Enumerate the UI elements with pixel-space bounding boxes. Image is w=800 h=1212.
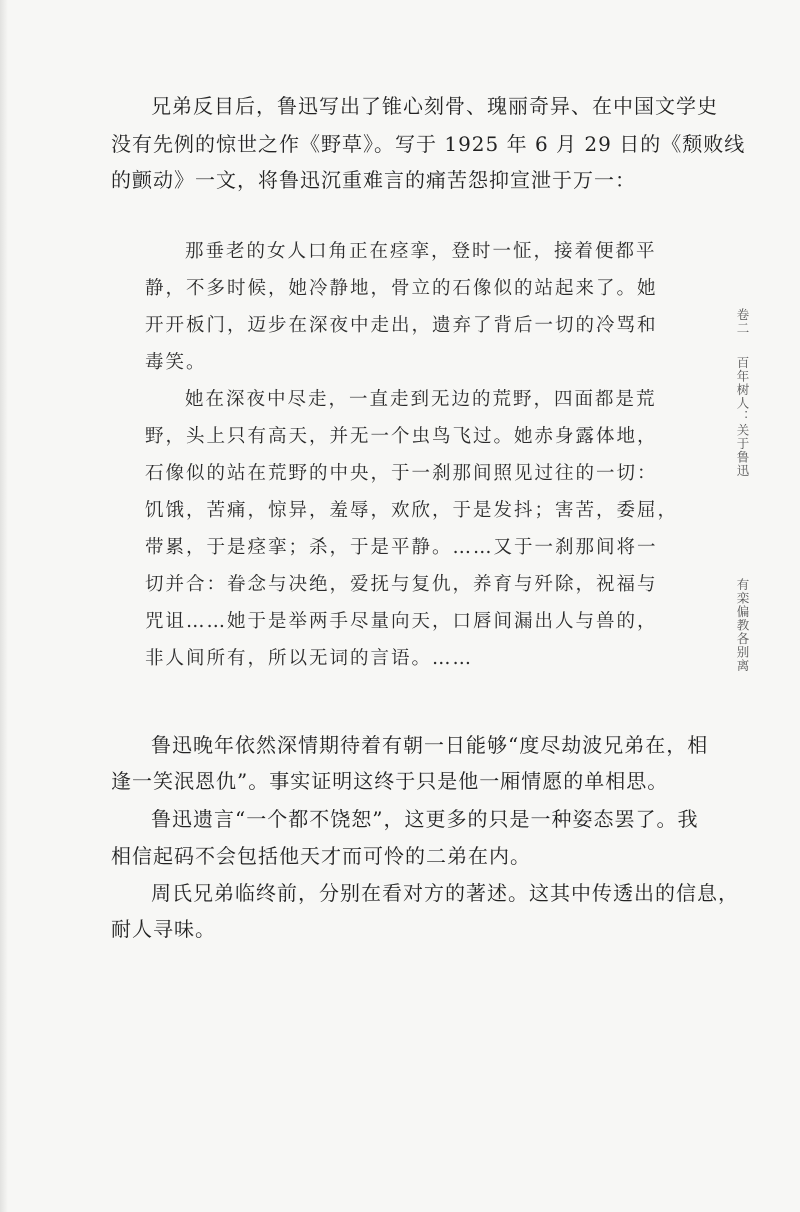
para2-line-1: 鲁迅晚年依然深情期待着有朝一日能够“度尽劫波兄弟在，相 — [151, 733, 709, 757]
running-head-volume: 卷二 — [735, 308, 750, 335]
quote-line-3: 开开板门，迈步在深夜中走出，遗弃了背后一切的冷骂和 — [145, 315, 658, 336]
para1-line-3: 的颤动》一文，将鲁迅沉重难言的痛苦怨抑宣泄于万一： — [111, 168, 636, 192]
quote-line-11: 咒诅……她于是举两手尽量向天，口唇间漏出人与兽的， — [145, 611, 658, 632]
running-head-subsection: 有栾偏教各别离 — [735, 578, 750, 673]
para3-line-1: 鲁迅遗言“一个都不饶恕”，这更多的只是一种姿态罢了。我 — [151, 807, 699, 831]
quote-line-2: 静，不多时候，她冷静地，骨立的石像似的站起来了。她 — [145, 278, 658, 299]
running-head-section: 百年树人：关于鲁迅 — [735, 356, 750, 478]
quote-line-12: 非人间所有，所以无词的言语。…… — [145, 648, 474, 669]
para4-line-1: 周氏兄弟临终前，分别在看对方的著述。这其中传透出的信息， — [151, 881, 739, 905]
para1-line-1: 兄弟反目后，鲁迅写出了锥心刻骨、瑰丽奇异、在中国文学史 — [151, 94, 718, 118]
page-fold-shadow — [0, 0, 8, 1212]
quote-line-7: 石像似的站在荒野的中央，于一刹那间照见过往的一切： — [145, 463, 658, 484]
para1-line-2: 没有先例的惊世之作《野草》。写于 1925 年 6 月 29 日的《颓败线 — [111, 132, 746, 156]
quote-line-6: 野，头上只有高天，并无一个虫鸟飞过。她赤身露体地， — [145, 426, 658, 447]
quote-line-9: 带累，于是痉挛；杀，于是平静。……又于一刹那间将一 — [145, 537, 658, 558]
para3-line-2: 相信起码不会包括他天才而可怜的二弟在内。 — [111, 844, 531, 868]
quote-line-4: 毒笑。 — [145, 352, 207, 373]
quote-line-5: 她在深夜中尽走，一直走到无边的荒野，四面都是荒 — [185, 389, 657, 410]
para4-line-2: 耐人寻味。 — [111, 917, 216, 941]
quote-line-8: 饥饿，苦痛，惊异，羞辱，欢欣，于是发抖；害苦，委屈， — [145, 500, 679, 521]
para2-line-2: 逢一笑泯恩仇”。事实证明这终于只是他一厢情愿的单相思。 — [111, 769, 669, 793]
quote-line-1: 那垂老的女人口角正在痉挛，登时一怔，接着便都平 — [185, 241, 657, 262]
quote-line-10: 切并合：眷念与决绝，爱抚与复仇，养育与歼除，祝福与 — [145, 574, 658, 595]
